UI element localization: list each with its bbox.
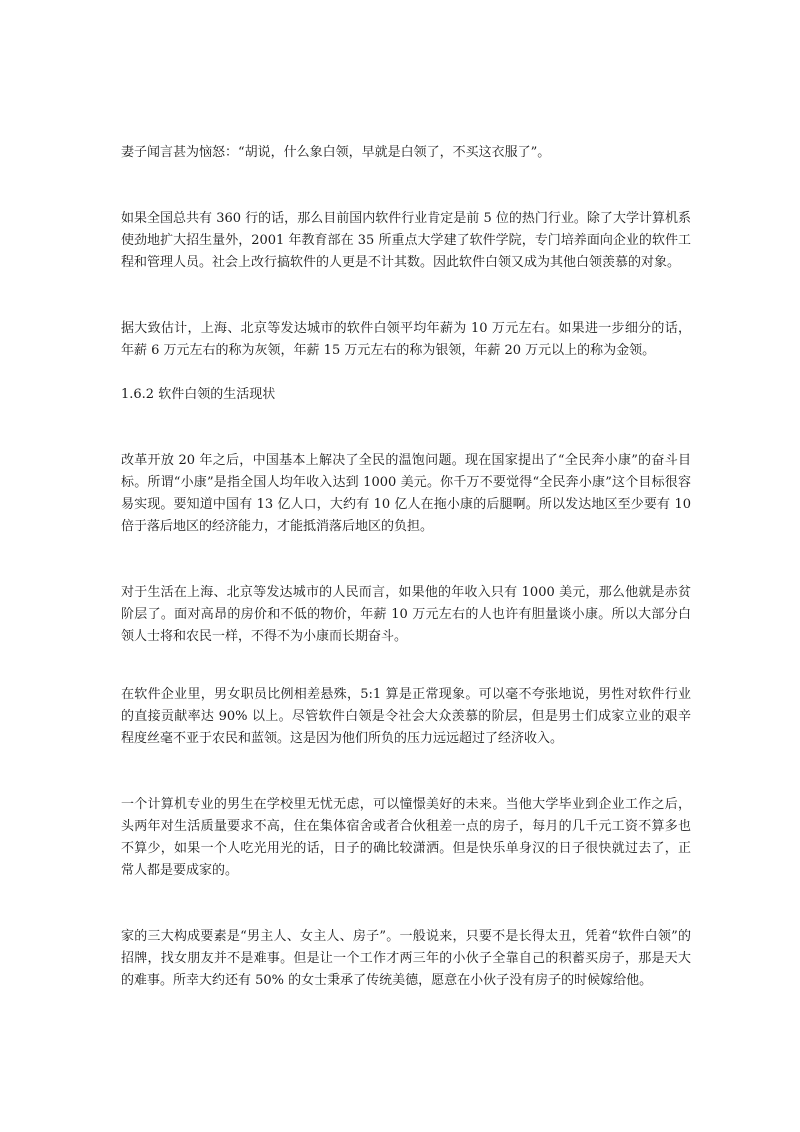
paragraph-xiaokang: 改革开放 20 年之后，中国基本上解决了全民的温饱问题。现在国家提出了“全民奔小康”的奋斗目标。所谓“小康”是指全国人均年收入达到 1000 美元。你千万不要觉得“全民奔小康”这个目标很容易实现。要知道中国有 13 亿人口，大约有 10 亿人在拖小康的后腿啊。所以发达地区至少要有 10 倍于落后地区的经济能力，才能抵消落后地区的负担。 xyxy=(121,453,691,534)
paragraph-gender-ratio: 在软件企业里，男女职员比例相差悬殊，5:1 算是正常现象。可以毫不夸张地说，男性对软件行业的直接贡献率达 90% 以上。尽管软件白领是令社会大众羡慕的阶层，但是男士们成家立业的艰辛程度丝毫不亚于农民和蓝领。这是因为他们所负的压力远远超过了经济收入。 xyxy=(121,687,691,746)
paragraph-home-elements: 家的三大构成要素是“男主人、女主人、房子”。一般说来，只要不是长得太丑，凭着“软件白领”的招牌，找女朋友并不是难事。但是让一个工作才两三年的小伙子全靠自己的积蓄买房子，那是天大的难事。所幸大约还有 50% 的女士秉承了传统美德，愿意在小伙子没有房子的时候嫁给他。 xyxy=(121,929,691,988)
paragraph-cs-graduate: 一个计算机专业的男生在学校里无忧无虑，可以憧憬美好的未来。当他大学毕业到企业工作之后，头两年对生活质量要求不高，住在集体宿舍或者合伙租差一点的房子，每月的几千元工资不算多也不算少，如果一个人吃光用光的话，日子的确比较潇洒。但是快乐单身汉的日子很快就过去了，正常人都是要成家的。 xyxy=(121,797,691,878)
section-heading: 1.6.2 软件白领的生活现状 xyxy=(121,387,276,402)
paragraph-software-industry: 如果全国总共有 360 行的话，那么目前国内软件行业肯定是前 5 位的热门行业。除了大学计算机系使劲地扩大招生量外，2001 年教育部在 35 所重点大学建了软件学院，专门培养面向企业的软件工程和管理人员。社会上改行搞软件的人更是不计其数。因此软件白领又成为其他白领羡慕的对象。 xyxy=(121,211,691,270)
paragraph-developed-cities: 对于生活在上海、北京等发达城市的人民而言，如果他的年收入只有 1000 美元，那么他就是赤贫阶层了。面对高昂的房价和不低的物价，年薪 10 万元左右的人也许有胆量谈小康。所以大部分白领人士将和农民一样，不得不为小康而长期奋斗。 xyxy=(121,585,691,644)
paragraph-salary-estimate: 据大致估计，上海、北京等发达城市的软件白领平均年薪为 10 万元左右。如果进一步细分的话，年薪 6 万元左右的称为灰领，年薪 15 万元左右的称为银领，年薪 20 万元以上的称为金领。 xyxy=(121,321,691,358)
paragraph-wife-reply: 妻子闻言甚为恼怒：“胡说，什么象白领，早就是白领了，不买这衣服了”。 xyxy=(121,145,551,160)
